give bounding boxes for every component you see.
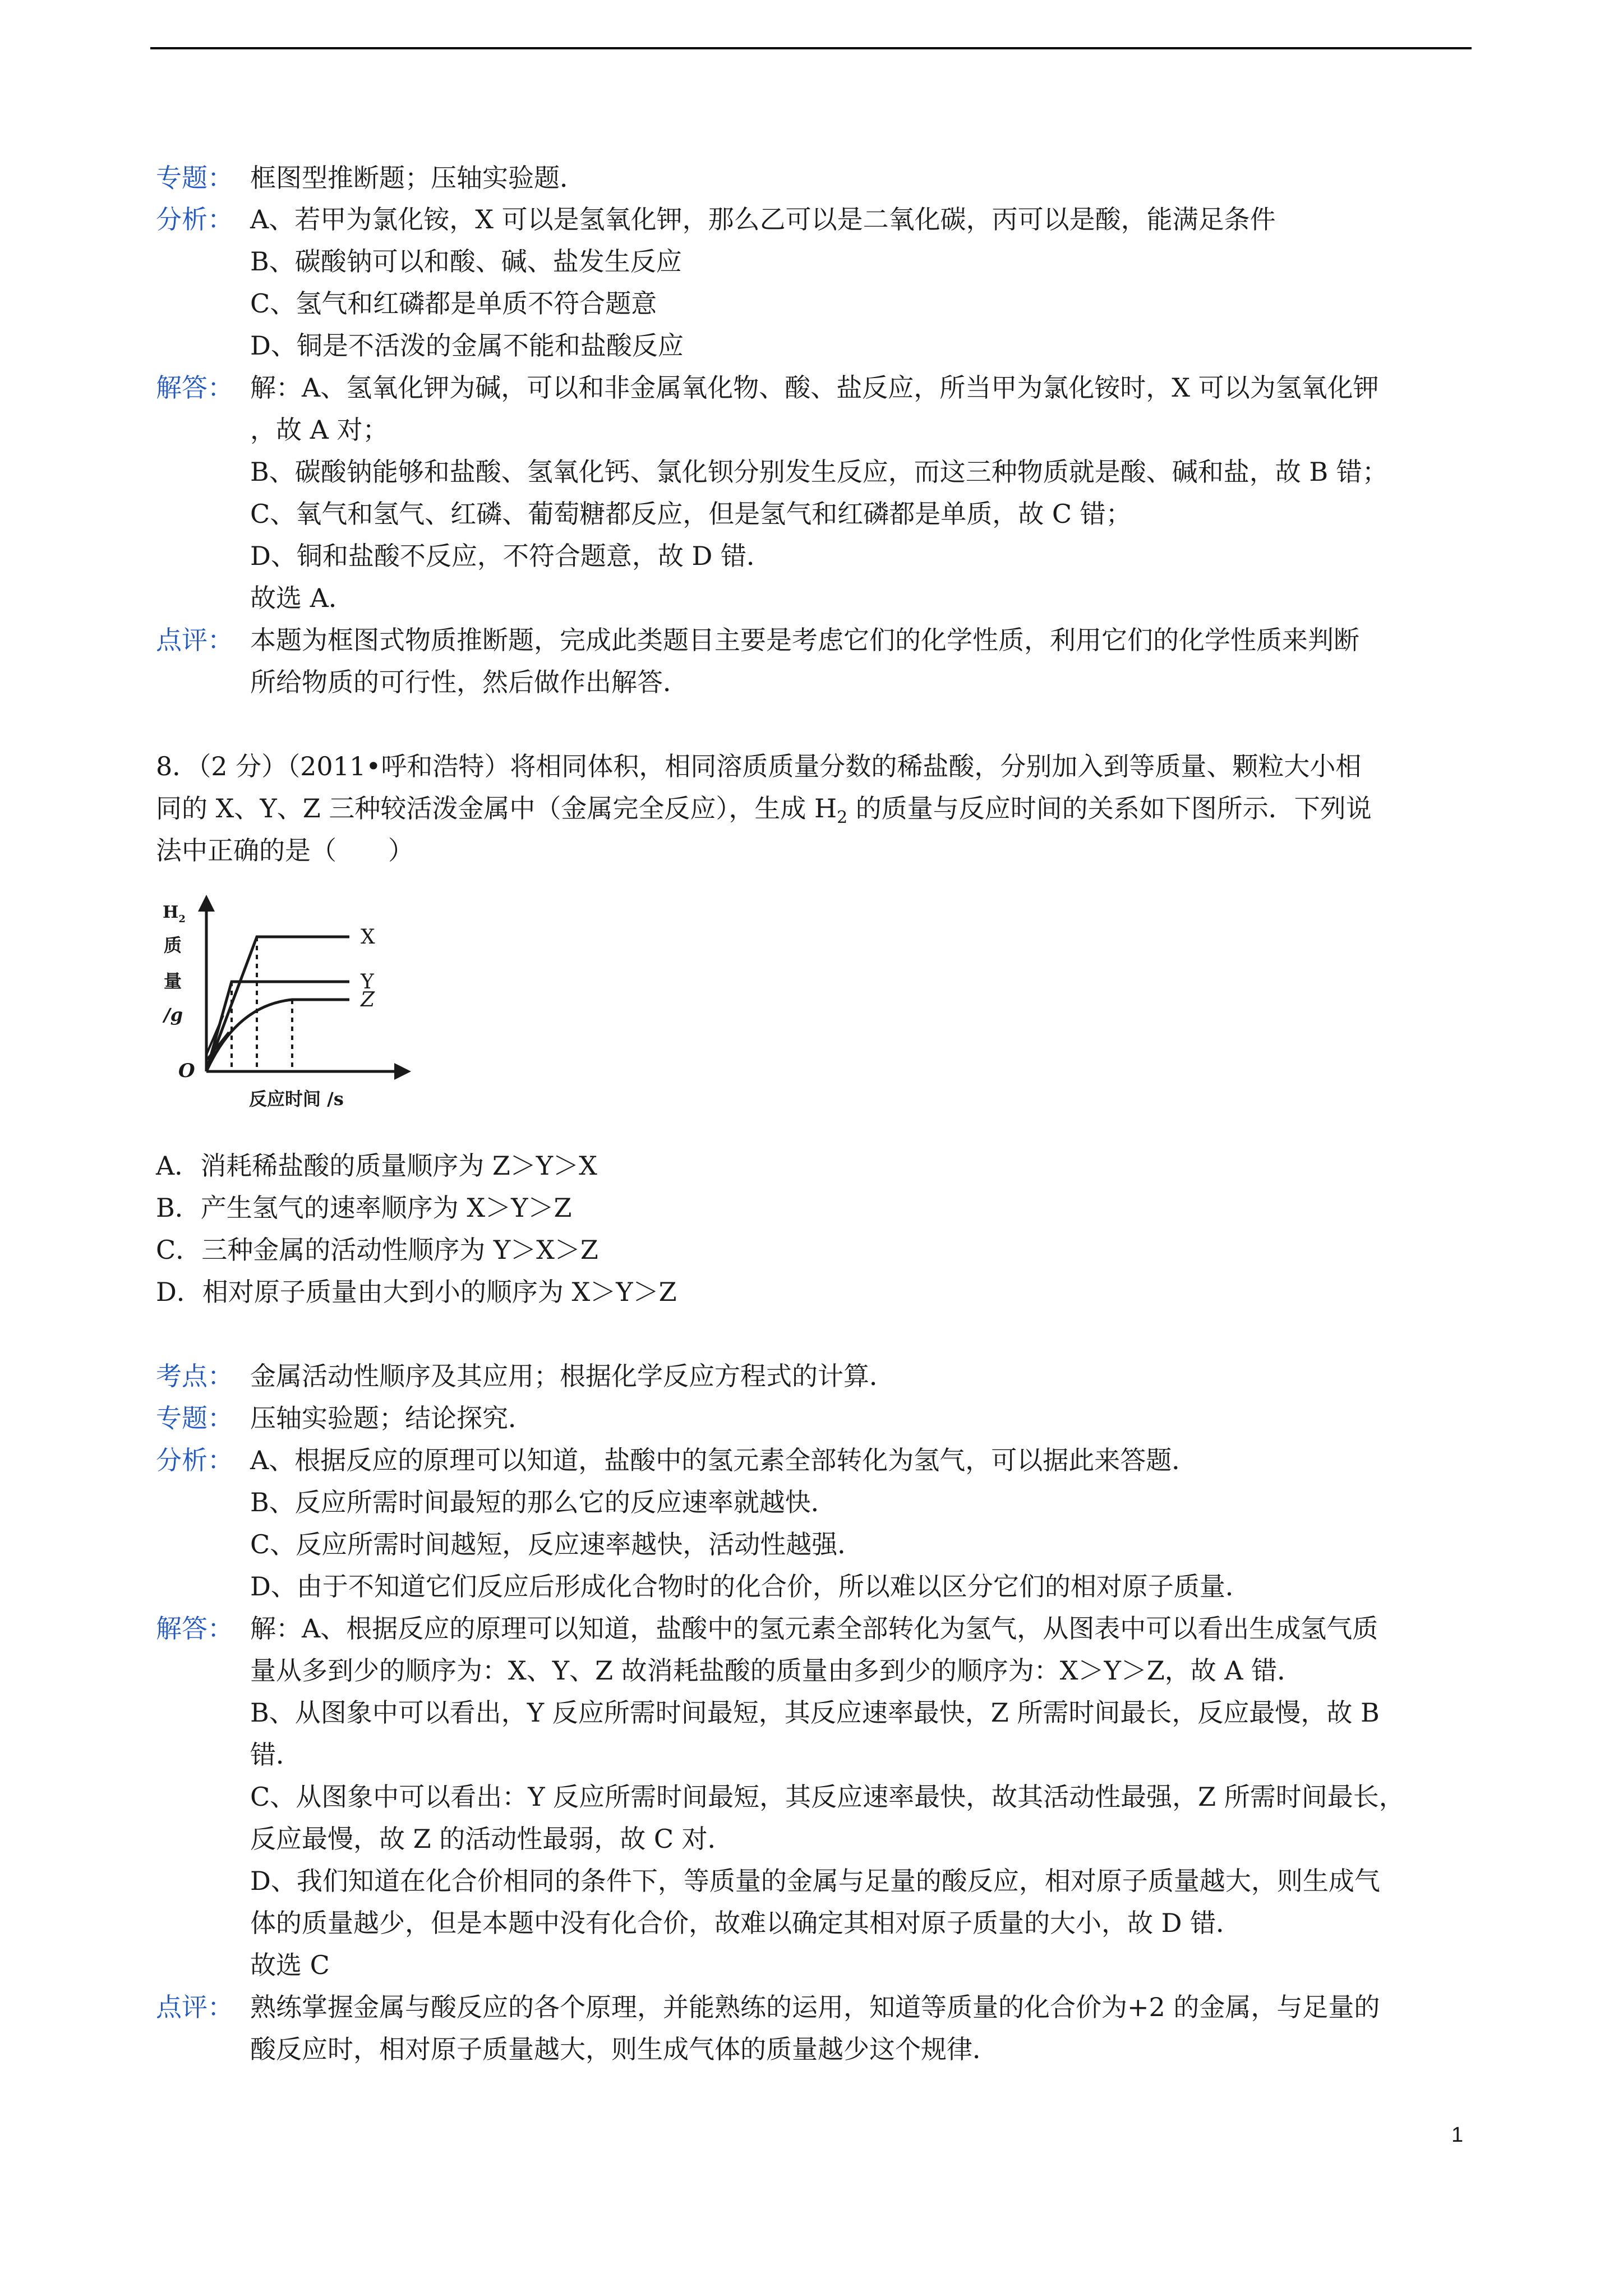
question-line: 8．（2 分）（2011•呼和浩特）将相同体积，相同溶质质量分数的稀盐酸，分别加入到等质量、颗粒大小相 (156, 751, 1362, 781)
prev-fenxi-line: A、若甲为氯化铵，X 可以是氢氧化钾，那么乙可以是二氧化碳，丙可以是酸，能满足条件 (250, 204, 1276, 234)
fenxi-line: B、反应所需时间最短的那么它的反应速率就越快． (250, 1487, 837, 1517)
option-d: D．相对原子质量由大到小的顺序为 X＞Y＞Z (156, 1277, 677, 1307)
jieda-line: 解：A、根据反应的原理可以知道，盐酸中的氢元素全部转化为氢气，从图表中可以看出生成氢气质 (250, 1613, 1378, 1644)
fenxi-line: C、反应所需时间越短，反应速率越快，活动性越强． (250, 1529, 864, 1559)
dianping-line: 酸反应时，相对原子质量越大，则生成气体的质量越少这个规律． (250, 2034, 998, 2064)
question-line: 同的 X、Y、Z 三种较活泼金属中（金属完全反应），生成 $H_2$ 的质量与反应时间的关系如下图所示．下列说 (156, 793, 1372, 828)
label-fenxi: 分析： (156, 204, 233, 234)
option-b: B．产生氢气的速率顺序为 X＞Y＞Z (156, 1193, 572, 1223)
origin-label: O (178, 1060, 195, 1082)
label-zhuanti: 专题： (156, 1403, 233, 1433)
option-c: C．三种金属的活动性顺序为 Y＞X＞Z (156, 1235, 598, 1265)
prev-jieda-line: 解：A、氢氧化钾为碱，可以和非金属氧化物、酸、盐反应，所当甲为氯化铵时，X 可以为氢氧化钾 (250, 372, 1379, 403)
prev-dianping-line: 本题为框图式物质推断题，完成此类题目主要是考虑它们的化学性质，利用它们的化学性质来判断 (250, 625, 1359, 655)
series-line-y (206, 982, 349, 1071)
prev-jieda-line: D、铜和盐酸不反应，不符合题意，故 D 错． (250, 541, 773, 571)
prev-jieda-line: ，故 A 对； (250, 415, 389, 445)
zhuanti-text: 压轴实验题；结论探究． (250, 1403, 534, 1433)
y-axis-label: $H_2$ (163, 903, 186, 925)
prev-zhuanti-text: 框图型推断题；压轴实验题． (250, 163, 585, 193)
prev-jieda-line: 故选 A． (250, 583, 354, 613)
jieda-line: 反应最慢，故 Z 的活动性最弱，故 C 对． (250, 1824, 734, 1854)
jieda-line: 体的质量越少，但是本题中没有化合价，故难以确定其相对原子质量的大小，故 D 错． (250, 1908, 1242, 1938)
series-label-z: Z (361, 988, 375, 1011)
dianping-line: 熟练掌握金属与酸反应的各个原理，并能熟练的运用，知道等质量的化合价为+2 的金属，与足量的 (250, 1992, 1380, 2022)
prev-fenxi-line: B、碳酸钠可以和酸、碱、盐发生反应 (250, 246, 682, 277)
x-axis-label: 反应时间 /s (249, 1088, 344, 1110)
prev-jieda-line: B、碳酸钠能够和盐酸、氢氧化钙、氯化钡分别发生反应，而这三种物质就是酸、碱和盐，故 B 错； (250, 457, 1388, 487)
y-axis-label: 量 (164, 970, 182, 992)
label-zhuanti: 专题： (156, 163, 233, 193)
label-dianping: 点评： (156, 625, 233, 655)
jieda-line: B、从图象中可以看出，Y 反应所需时间最短，其反应速率最快，Z 所需时间最长，反应最慢，故 B (250, 1697, 1380, 1728)
y-axis-label: /g (164, 1004, 183, 1025)
jieda-line: D、我们知道在化合价相同的条件下，等质量的金属与足量的酸反应，相对原子质量越大，则生成气 (250, 1866, 1380, 1896)
kaodian-text: 金属活动性顺序及其应用；根据化学反应方程式的计算． (250, 1361, 895, 1391)
label-kaodian: 考点： (156, 1361, 233, 1391)
prev-dianping-line: 所给物质的可行性，然后做作出解答． (250, 667, 689, 697)
prev-fenxi-line: C、氢气和红磷都是单质不符合题意 (250, 288, 657, 319)
fenxi-line: A、根据反应的原理可以知道，盐酸中的氢元素全部转化为氢气，可以据此来答题． (250, 1445, 1198, 1475)
label-jieda: 解答： (156, 372, 233, 403)
reaction-time-graph (156, 892, 414, 1116)
label-jieda: 解答： (156, 1613, 233, 1644)
series-label-y: Y (361, 970, 374, 993)
jieda-line: C、从图象中可以看出：Y 反应所需时间最短，其反应速率最快，故其活动性最强，Z 所需时间最长， (250, 1782, 1405, 1812)
fenxi-line: D、由于不知道它们反应后形成化合物时的化合价，所以难以区分它们的相对原子质量． (250, 1571, 1251, 1602)
prev-jieda-line: C、氧气和氢气、红磷、葡萄糖都反应，但是氢气和红磷都是单质，故 C 错； (250, 499, 1132, 529)
jieda-line: 错． (250, 1740, 302, 1770)
label-fenxi: 分析： (156, 1445, 233, 1475)
jieda-line: 量从多到少的顺序为：X、Y、Z 故消耗盐酸的质量由多到少的顺序为：X＞Y＞Z，故 A 错． (250, 1655, 1303, 1686)
question-line: 法中正确的是（ ） (156, 835, 414, 866)
jieda-line: 故选 C (250, 1950, 330, 1980)
series-line-x (206, 937, 349, 1071)
series-label-x: X (361, 926, 375, 949)
label-dianping: 点评： (156, 1992, 233, 2022)
page-number: 1 (1451, 2123, 1464, 2147)
prev-fenxi-line: D、铜是不活泼的金属不能和盐酸反应 (250, 330, 684, 361)
y-axis-label: 质 (164, 935, 182, 956)
header-rule (150, 47, 1472, 49)
option-a: A．消耗稀盐酸的质量顺序为 Z＞Y＞X (156, 1151, 597, 1181)
